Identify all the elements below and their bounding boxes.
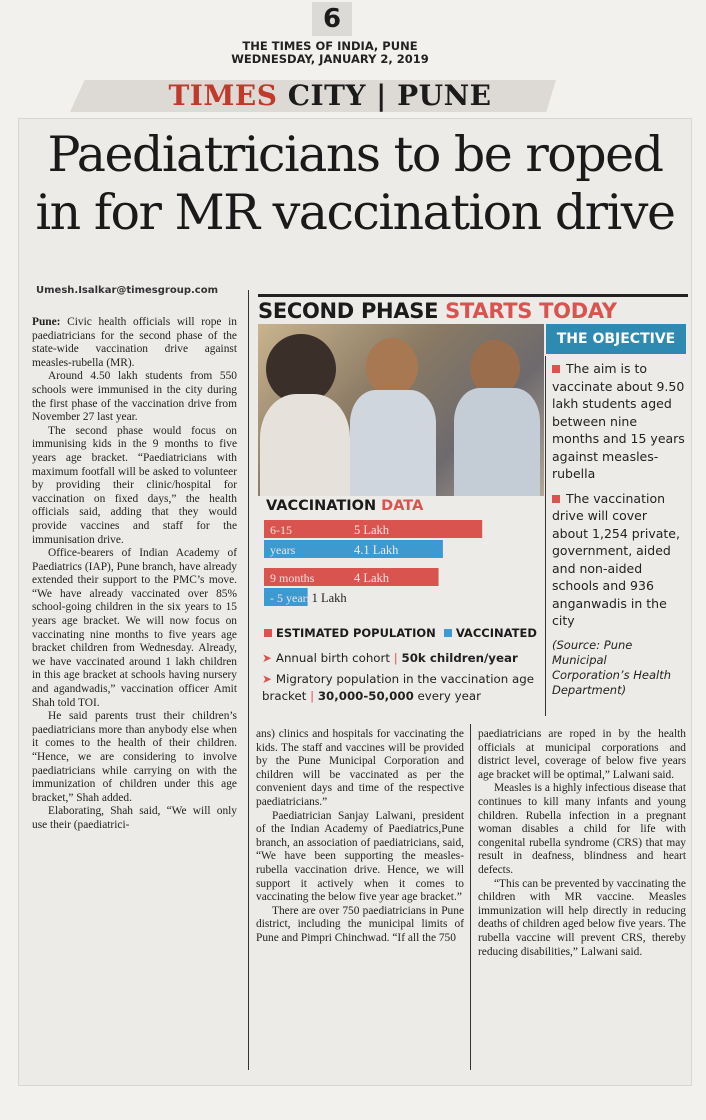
paragraph: ans) clinics and hospitals for vaccinating the kids. The staff and vaccines will be provided by the Pune Municipal Corporation and children will be vaccinated as per the convenient days and time of the respective paediatricians.” <box>256 728 464 808</box>
category-label: years <box>270 543 296 557</box>
objective-item <box>552 490 686 630</box>
fact-suffix: every year <box>413 689 481 703</box>
paper-name: THE TIMES OF INDIA, PUNE <box>242 39 418 53</box>
masthead <box>180 40 480 66</box>
article-column-2 <box>256 728 464 946</box>
section-city: CITY | PUNE <box>287 79 492 112</box>
legend-swatch-estimated <box>264 629 272 637</box>
column-rule <box>248 290 249 1070</box>
paragraph: He said parents trust their children’s paediatricians more than anybody else when it comes to the health of their children. “Hence, we are considering to involve paediatricians while carrying on with the immunization of children under this age bracket,” Shah added. <box>32 710 237 804</box>
paragraph: paediatricians are roped in by the health officials at municipal corporations and district level, coverage of below five years age bracket will be optimal,” Lalwani said. <box>478 728 686 781</box>
panel-title-b: STARTS TODAY <box>445 299 617 323</box>
article-column-1 <box>32 316 237 833</box>
fact-label: Annual birth cohort <box>275 651 390 665</box>
objective-box <box>552 360 686 705</box>
vd-title-a: VACCINATION <box>266 498 382 514</box>
bar-value-label: 4.1 Lakh <box>354 543 399 557</box>
paragraph: Measles is a highly infectious disease that continues to kill many infants and young children. Rubella infection in a pregnant woman disables a child for life with congenital rubella syndrome (CRS) that may result in deafness, blindness and heart defects. <box>478 782 686 876</box>
paragraph: Elaborating, Shah said, “We will only use their (paediatrici- <box>32 805 237 831</box>
arrow-icon: ➤ <box>262 651 272 665</box>
legend-estimated: ESTIMATED POPULATION <box>276 626 436 640</box>
legend-vaccinated: VACCINATED <box>455 626 537 640</box>
fact-value: 30,000-50,000 <box>317 689 414 703</box>
objective-text: The vaccination drive will cover about 1,254 private, government, aided and non-aided schools and 936 anganwadis in the city <box>552 490 680 628</box>
paragraph: Office-bearers of Indian Academy of Paediatrics (IAP), Pune branch, have already extended their support to the PMC’s move. “We have already vaccinated over 85% school-going children in the six years to 15 years age bracket. We will now focus on vaccinating nine months to five years age bracket children from Wednesday. Already, we have vaccinated around 1 lakh children in this age bracket at schools having nursery and agandwadis,” vaccination officer Amit Shah told TOI. <box>32 547 237 709</box>
paragraph-text: Civic health officials will rope in paediatricians for the second phase of the state-wide vaccination drive against measles-rubella (MR). <box>32 316 237 369</box>
arrow-icon: ➤ <box>262 672 272 686</box>
objective-text: The aim is to vaccinate about 9.50 lakh students aged between nine months and 15 years against measles-rubella <box>552 361 685 481</box>
legend-swatch-vaccinated <box>444 629 452 637</box>
vaccination-data-title <box>266 498 542 514</box>
facts-box <box>262 650 544 709</box>
panel-title <box>258 294 688 323</box>
objective-item <box>552 360 686 483</box>
article-column-3 <box>478 728 686 959</box>
bar-value-label: 1 Lakh <box>311 591 347 605</box>
paragraph: “This can be prevented by vaccinating the children with MR vaccine. Measles immunization will help directly in reducing deaths of children aged below five years. The rubella vaccine will prevent CRS, thereby reducing disabilities,” Lalwani said. <box>478 877 686 958</box>
issue-date: WEDNESDAY, JANUARY 2, 2019 <box>231 52 429 66</box>
bullet-square-icon <box>552 365 560 373</box>
vd-title-b: DATA <box>381 498 424 514</box>
fact-item: ➤ Migratory population in the vaccination age bracket | 30,000-50,000 every year <box>262 672 534 703</box>
column-rule <box>470 724 471 1070</box>
panel-title-a: SECOND PHASE <box>258 299 446 323</box>
source-note: (Source: Pune Municipal Corporation’s Health Department) <box>552 637 671 697</box>
page-number: 6 <box>312 2 352 36</box>
headline: Paediatricians to be roped in for MR vaccination drive <box>35 126 675 241</box>
fact-item: ➤ Annual birth cohort | 50k children/year <box>262 651 518 665</box>
category-label: 9 months <box>270 571 315 585</box>
objective-heading: THE OBJECTIVE <box>546 324 686 354</box>
category-label: 6-15 <box>270 523 292 537</box>
bar-value-label: 5 Lakh <box>354 523 390 537</box>
paragraph: The second phase would focus on immunising kids in the 9 months to five years age bracket. “Paediatricians with maximum footfall will be asked to volunteer by providing their clinic/hospital for vaccination on fixed days,” the health officials said, adding that they would provide vaccines and staff for the immunisation drive. <box>32 424 237 546</box>
bar-value-label: 4 Lakh <box>354 571 390 585</box>
fact-label: Migratory population in the vaccination age bracket <box>262 672 534 703</box>
photo-figure <box>454 388 540 496</box>
photo-figure <box>366 338 418 396</box>
panel-rule <box>545 356 546 716</box>
fact-value: 50k children/year <box>401 651 518 665</box>
section-title <box>150 80 510 112</box>
bullet-square-icon <box>552 495 560 503</box>
section-times: TIMES <box>168 79 278 112</box>
paragraph: Around 4.50 lakh students from 550 schools were immunised in the city during the first phase of the vaccination drive from November 27 last year. <box>32 370 237 424</box>
photo-figure <box>260 394 350 496</box>
paragraph <box>32 316 237 370</box>
photo-children-vaccination <box>258 324 544 496</box>
category-label: - 5 years <box>270 591 312 605</box>
photo-figure <box>350 390 436 496</box>
chart-legend <box>264 626 546 640</box>
paragraph: There are over 750 paediatricians in Pune district, including the municipal limits of Pune and Pimpri Chinchwad. “If all the 750 <box>256 904 464 944</box>
dateline: Pune: <box>32 316 61 328</box>
paragraph: Paediatrician Sanjay Lalwani, president of the Indian Academy of Paediatrics,Pune branch, an association of paediatricians, said, “We have been supporting the measles-rubella vaccination drive. Hence, we will support it actively when it comes to vaccinating the below five year age bracket.” <box>256 809 464 904</box>
byline: Umesh.Isalkar@timesgroup.com <box>36 285 218 296</box>
